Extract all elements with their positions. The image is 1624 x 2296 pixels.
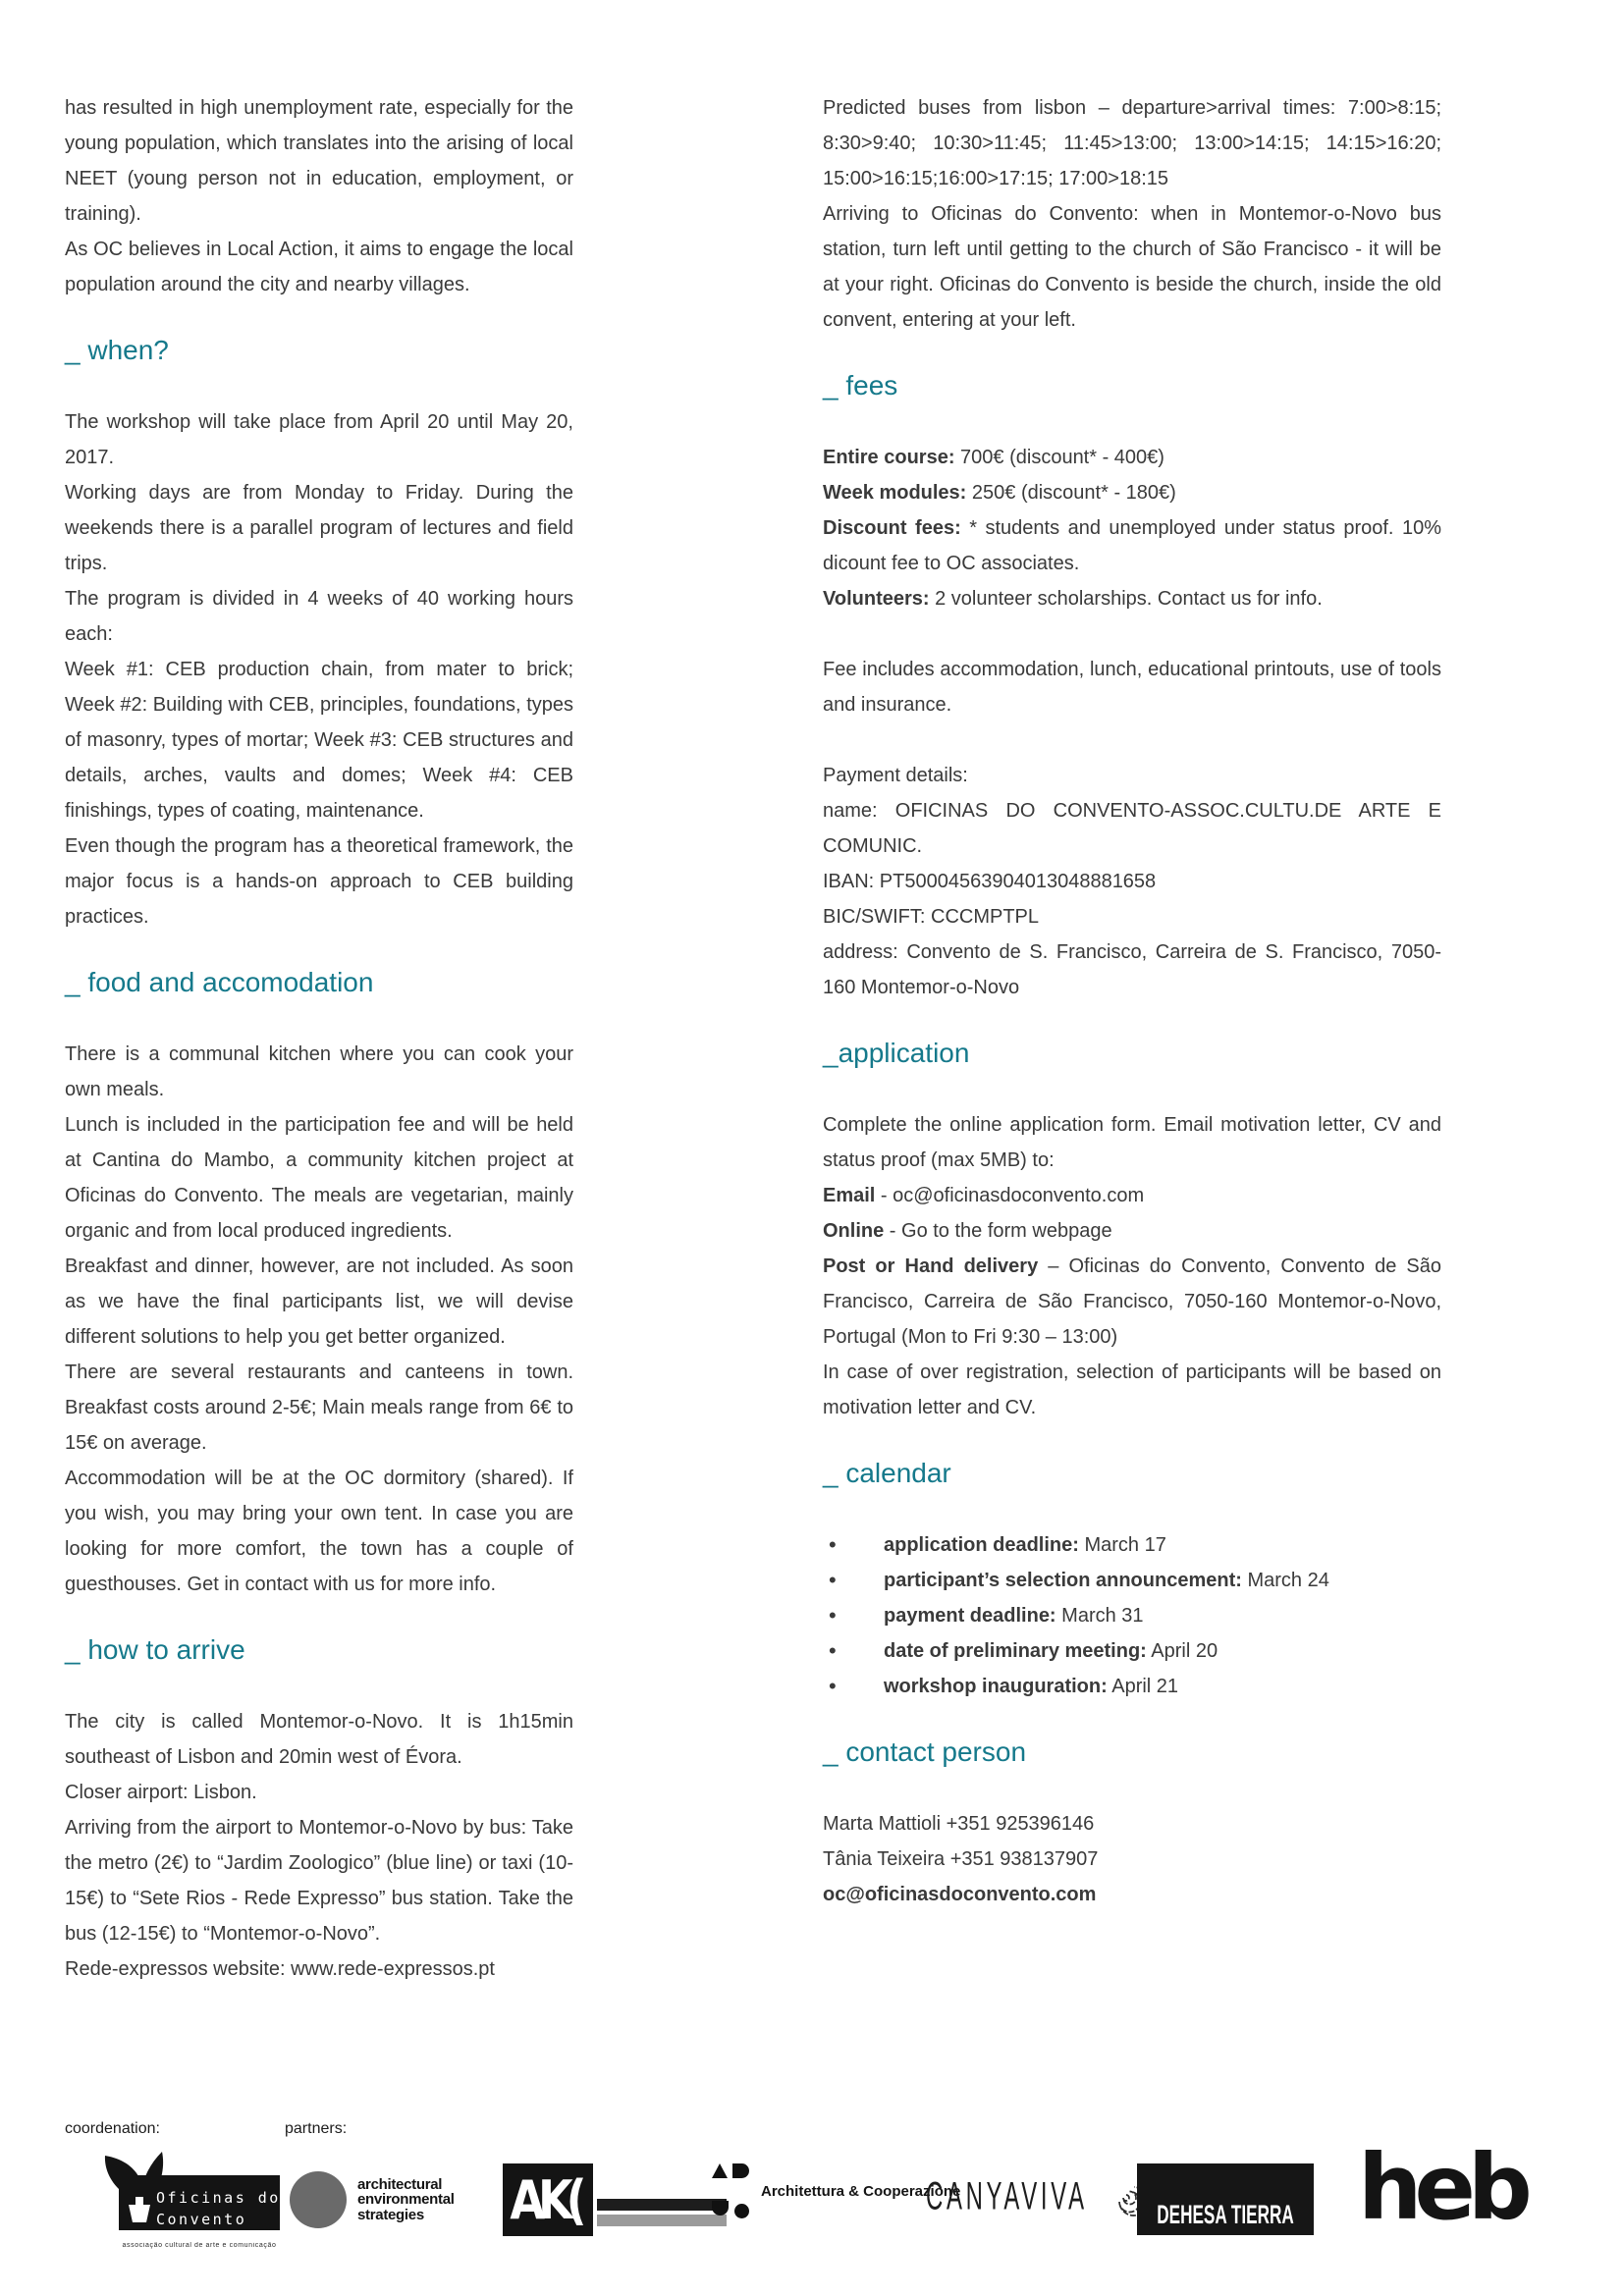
paragraph: [823, 90, 1441, 196]
calendar-item-value: April 20: [1146, 1640, 1218, 1662]
paragraph: [823, 1842, 1441, 1877]
aes-logo-text: [357, 2177, 455, 2223]
calendar-item: [823, 1669, 1441, 1704]
text-run: The city is called Montemor-o-Novo. It is 1h15min southeast of Lisbon and 20min west of Évora.: [65, 1711, 573, 1768]
text-run: Week #1: CEB production chain, from mater to brick; Week #2: Building with CEB, principles, foundations, types of masonry, types of mortar; Week #3: CEB structures and details, arches, vaults and domes; Week #4: CEB finishings, types of coating, maintenance.: [65, 659, 573, 822]
text-run: There is a communal kitchen where you can cook your own meals.: [65, 1043, 573, 1100]
text-run: address: Convento de S. Francisco, Carreira de S. Francisco, 7050-160 Montemor-o-Novo: [823, 941, 1441, 998]
paragraph: [823, 652, 1441, 722]
text-run: - oc@oficinasdoconvento.com: [875, 1185, 1145, 1206]
calendar-item-value: March 17: [1078, 1534, 1166, 1556]
text-run: Lunch is included in the participation fee and will be held at Cantina do Mambo, a community kitchen project at Oficinas do Convento. The meals are vegetarian, mainly organic and from local produced ingredients.: [65, 1114, 573, 1242]
paragraph: [65, 404, 573, 475]
text-run: Rede-expressos website: www.rede-expressos.pt: [65, 1958, 495, 1980]
text-run: IBAN: PT50004563904013048881658: [823, 871, 1157, 892]
oficinas-plant-icon: [91, 2152, 280, 2236]
paragraph: [65, 90, 573, 232]
bold-text: oc@oficinasdoconvento.com: [823, 1884, 1097, 1905]
calendar-item-label: workshop inauguration:: [884, 1676, 1108, 1697]
text-run: 2 volunteer scholarships. Contact us for info.: [929, 588, 1323, 610]
calendar-item-label: participant’s selection announcement:: [884, 1570, 1242, 1591]
text-run: Accommodation will be at the OC dormitory (shared). If you wish, you may bring your own tent. In case you are looking for more comfort, the town has a couple of guesthouses. Get in contact with us for more info.: [65, 1468, 573, 1595]
text-run: In case of over registration, selection of participants will be based on motivation letter and CV.: [823, 1362, 1441, 1418]
architectural-environmental-strategies-logo: [290, 2171, 455, 2228]
paragraph: [823, 196, 1441, 338]
section-heading: _application: [823, 1038, 970, 1068]
section-heading: _ how to arrive: [65, 1634, 245, 1665]
bold-text: Entire course:: [823, 447, 955, 468]
paragraph: [823, 581, 1441, 616]
text-run: The workshop will take place from April 20 until May 20, 2017.: [65, 411, 573, 468]
oficinas-logo-line1: Oficinas do: [156, 2189, 280, 2207]
calendar-item: [823, 1527, 1441, 1563]
calendar-item-label: payment deadline:: [884, 1605, 1056, 1627]
dehesa-tierra-logo: [1137, 2163, 1314, 2235]
spacer: [823, 722, 1441, 758]
text-run: 250€ (discount* - 180€): [966, 482, 1176, 504]
section-heading: _ contact person: [823, 1736, 1027, 1767]
paragraph: [65, 1107, 573, 1249]
text-run: BIC/SWIFT: CCCMPTPL: [823, 906, 1040, 928]
ako-monogram: AK(: [510, 2168, 580, 2231]
paragraph: [823, 1249, 1441, 1355]
paragraph: [65, 1355, 573, 1461]
architettura-cooperazione-logo: [712, 2163, 960, 2218]
paragraph: [823, 1877, 1441, 1912]
paragraph: [823, 899, 1441, 934]
paragraph: [823, 1213, 1441, 1249]
paragraph: [823, 1107, 1441, 1178]
calendar-list: [823, 1527, 1441, 1704]
text-run: Predicted buses from lisbon – departure>arrival times: 7:00>8:15; 8:30>9:40; 10:30>11:45; 11:45>13:00; 13:00>14:15; 14:15>16:20; 15:00>16:15;16:00>17:15; 17:00>18:15: [823, 97, 1441, 189]
oficinas-logo-line2: Convento: [156, 2211, 247, 2228]
arco-shape-a: [712, 2163, 728, 2178]
section-heading: _ calendar: [823, 1458, 951, 1488]
arco-shape-r: [732, 2163, 749, 2178]
heb-logo: [1358, 2135, 1525, 2240]
ako-text-bar: [597, 2199, 727, 2211]
partners-label: partners:: [285, 2120, 348, 2137]
heb-logo-text: heb: [1358, 2135, 1525, 2240]
text-run: As OC believes in Local Action, it aims to engage the local population around the city and nearby villages.: [65, 239, 573, 295]
oficinas-do-convento-logo: [91, 2152, 280, 2249]
paragraph: [65, 1775, 573, 1810]
aes-line3: strategies: [357, 2206, 424, 2223]
bold-text: Week modules:: [823, 482, 967, 504]
paragraph: [65, 1249, 573, 1355]
text-run: Fee includes accommodation, lunch, educational printouts, use of tools and insurance.: [823, 659, 1441, 716]
paragraph: [823, 475, 1441, 510]
section-heading: _ when?: [65, 335, 169, 365]
paragraph: [65, 828, 573, 934]
text-run: Even though the program has a theoretical framework, the major focus is a hands-on approach to CEB building practices.: [65, 835, 573, 928]
text-run: Tânia Teixeira +351 938137907: [823, 1848, 1099, 1870]
paragraph: [65, 1704, 573, 1775]
paragraph: [823, 1355, 1441, 1425]
calendar-item-value: March 24: [1241, 1570, 1329, 1591]
dehesa-logo-text: DEHESA TIERRA: [1157, 2199, 1294, 2229]
ako-logo: [503, 2163, 689, 2236]
bold-text: Discount fees:: [823, 517, 961, 539]
section-heading: _ food and accomodation: [65, 967, 374, 997]
left-column: [65, 90, 573, 1987]
text-run: Working days are from Monday to Friday. During the weekends there is a parallel program of lectures and field trips.: [65, 482, 573, 574]
text-run: Closer airport: Lisbon.: [65, 1782, 257, 1803]
text-run: – Oficinas do Convento, Convento de São Francisco, Carreira de São Francisco, 7050-160 Montemor-o-Novo, Portugal (Mon to Fri 9:30 – 13:00): [823, 1255, 1441, 1348]
bold-text: Online: [823, 1220, 885, 1242]
aes-circle-icon: [290, 2171, 347, 2228]
bold-text: Volunteers:: [823, 588, 930, 610]
footer: [0, 2101, 1624, 2277]
paragraph: [823, 864, 1441, 899]
calendar-item: [823, 1563, 1441, 1598]
paragraph: [823, 758, 1441, 793]
section-heading: _ fees: [823, 370, 898, 400]
text-run: 700€ (discount* - 400€): [954, 447, 1164, 468]
calendar-item-label: application deadline:: [884, 1534, 1079, 1556]
aes-line1: architectural: [357, 2175, 443, 2193]
text-run: has resulted in high unemployment rate, especially for the young population, which translates into the arising of local NEET (young person not in education, employment, or training).: [65, 97, 573, 225]
text-run: There are several restaurants and canteens in town. Breakfast costs around 2-5€; Main meals range from 6€ to 15€ on average.: [65, 1362, 573, 1454]
paragraph: [823, 510, 1441, 581]
bold-text: Post or Hand delivery: [823, 1255, 1039, 1277]
text-run: Marta Mattioli +351 925396146: [823, 1813, 1095, 1835]
bold-text: Email: [823, 1185, 876, 1206]
paragraph: [65, 652, 573, 828]
arco-shapes-icon: [712, 2163, 749, 2218]
paragraph: [65, 1951, 573, 1987]
coordination-label: coordenation:: [65, 2120, 160, 2137]
text-run: Arriving from the airport to Montemor-o-Novo by bus: Take the metro (2€) to “Jardim Zoologico” (blue line) or taxi (10-15€) to “Sete Rios - Rede Expresso” bus station. Take the bus (12-15€) to “Montemor-o-Novo”.: [65, 1817, 573, 1945]
paragraph: [65, 232, 573, 302]
text-run: The program is divided in 4 weeks of 40 working hours each:: [65, 588, 573, 645]
calendar-item-value: March 31: [1056, 1605, 1144, 1627]
text-run: * students and unemployed under status proof. 10% dicount fee to OC associates.: [823, 517, 1441, 574]
canyaviva-logo: [926, 2173, 1147, 2218]
arco-logo-text: Architettura & Cooperazione: [761, 2182, 961, 2200]
ako-text-bar-gray: [597, 2215, 727, 2226]
paragraph: [65, 1037, 573, 1107]
arco-shape-o: [734, 2204, 749, 2218]
paragraph: [65, 1461, 573, 1602]
aes-line2: environmental: [357, 2191, 455, 2209]
calendar-item-label: date of preliminary meeting:: [884, 1640, 1147, 1662]
calendar-item-value: April 21: [1107, 1676, 1179, 1697]
paragraph: [823, 934, 1441, 1005]
paragraph: [65, 1810, 573, 1951]
ako-box: [503, 2163, 593, 2236]
paragraph: [823, 1178, 1441, 1213]
text-run: name: OFICINAS DO CONVENTO-ASSOC.CULTU.DE ARTE E COMUNIC.: [823, 800, 1441, 857]
text-run: - Go to the form webpage: [884, 1220, 1112, 1242]
spacer: [823, 616, 1441, 652]
dehesa-box: [1137, 2163, 1314, 2235]
paragraph: [65, 475, 573, 581]
oficinas-logo-caption: associação cultural de arte e comunicação: [122, 2242, 277, 2249]
text-run: Breakfast and dinner, however, are not included. As soon as we have the final participants list, we will devise different solutions to help you get better organized.: [65, 1255, 573, 1348]
calendar-item: [823, 1598, 1441, 1633]
right-column: [823, 90, 1441, 1912]
text-run: Arriving to Oficinas do Convento: when in Montemor-o-Novo bus station, turn left until getting to the church of São Francisco - it will be at your right. Oficinas do Convento is beside the church, inside the old convent, entering at your left.: [823, 203, 1441, 331]
calendar-item: [823, 1633, 1441, 1669]
paragraph: [823, 1806, 1441, 1842]
arco-shape-c: [712, 2201, 729, 2216]
text-run: Complete the online application form. Email motivation letter, CV and status proof (max 5MB) to:: [823, 1114, 1441, 1171]
paragraph: [65, 581, 573, 652]
canyaviva-logo-text: CANYAVIVA: [926, 2171, 1088, 2218]
paragraph: [823, 440, 1441, 475]
paragraph: [823, 793, 1441, 864]
text-run: Payment details:: [823, 765, 968, 786]
